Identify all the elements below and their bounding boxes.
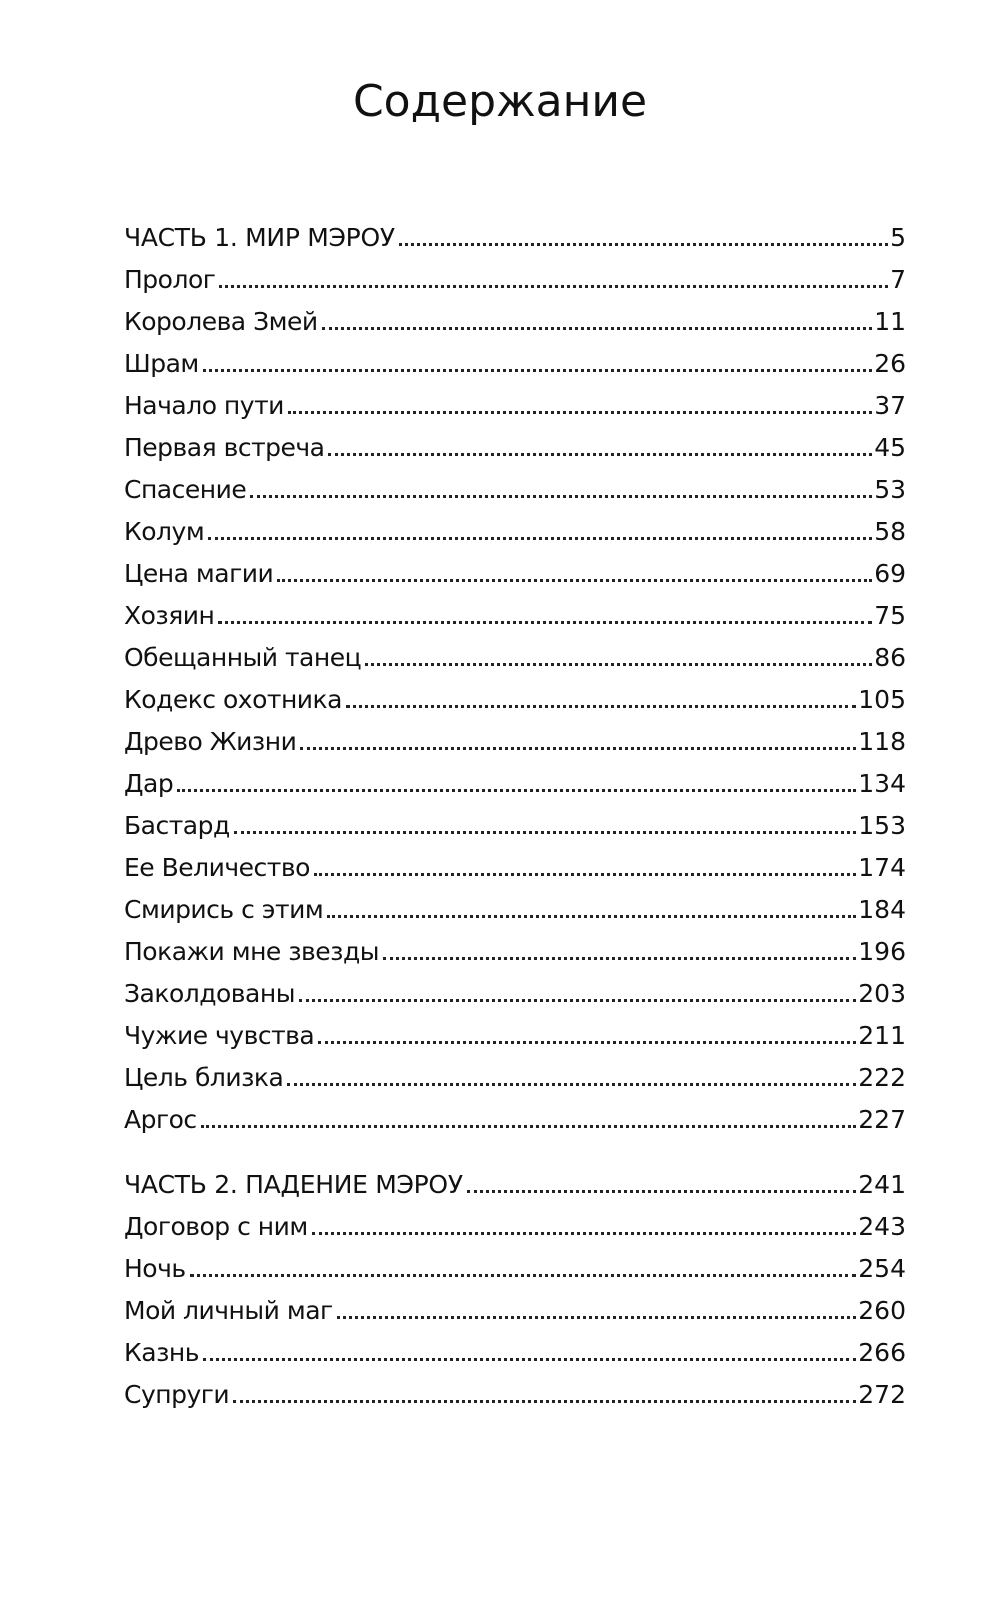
- toc-chapter-row[interactable]: [124, 595, 906, 637]
- leader-dots: [203, 369, 872, 372]
- leader-dots: [277, 579, 872, 582]
- toc-chapter-title: Супруги: [124, 1380, 230, 1409]
- toc-chapter-row[interactable]: [124, 973, 906, 1015]
- leader-dots: [365, 663, 872, 666]
- toc-page-number: 174: [858, 853, 906, 882]
- toc-page-number: 26: [874, 349, 906, 378]
- toc-chapter-title: Древо Жизни: [124, 727, 297, 756]
- toc-chapter-title: Мой личный маг: [124, 1296, 333, 1325]
- toc-chapter-row[interactable]: [124, 511, 906, 553]
- toc-part-1: [124, 217, 906, 1141]
- toc-chapter-list: [124, 259, 906, 1141]
- leader-dots: [346, 705, 856, 708]
- toc-chapter-row[interactable]: [124, 427, 906, 469]
- toc-page-number: 69: [874, 559, 906, 588]
- leader-dots: [399, 243, 888, 246]
- toc-chapter-row[interactable]: [124, 847, 906, 889]
- leader-dots: [314, 873, 856, 876]
- toc-page-number: 266: [858, 1338, 906, 1367]
- toc-page-number: 75: [874, 601, 906, 630]
- toc-page-number: 241: [858, 1170, 906, 1199]
- toc-chapter-title: Заколдованы: [124, 979, 295, 1008]
- leader-dots: [383, 957, 856, 960]
- toc-chapter-row[interactable]: [124, 1206, 906, 1248]
- toc-page-number: 211: [858, 1021, 906, 1050]
- toc-part-2: [124, 1164, 906, 1416]
- toc-chapter-title: Договор с ним: [124, 1212, 308, 1241]
- toc-chapter-row[interactable]: [124, 1374, 906, 1416]
- page-title: Содержание: [352, 76, 648, 127]
- toc-chapter-title: Первая встреча: [124, 433, 325, 462]
- toc-chapter-row[interactable]: [124, 1015, 906, 1057]
- toc-chapter-title: Аргос: [124, 1105, 197, 1134]
- toc-page-number: 260: [858, 1296, 906, 1325]
- toc-chapter-title: Бастард: [124, 811, 230, 840]
- toc-chapter-title: Цель близка: [124, 1063, 284, 1092]
- toc-page-number: 45: [874, 433, 906, 462]
- toc-chapter-title: Пролог: [124, 265, 216, 294]
- leader-dots: [218, 621, 872, 624]
- toc-page-number: 86: [874, 643, 906, 672]
- toc-chapter-list: [124, 1206, 906, 1416]
- toc-chapter-title: Казнь: [124, 1338, 199, 1367]
- leader-dots: [250, 495, 872, 498]
- toc-chapter-row[interactable]: [124, 889, 906, 931]
- toc-chapter-title: Хозяин: [124, 601, 215, 630]
- toc-page-number: 53: [874, 475, 906, 504]
- toc-chapter-row[interactable]: [124, 385, 906, 427]
- toc-page-number: 11: [874, 307, 906, 336]
- toc-page-number: 5: [890, 223, 906, 252]
- toc-chapter-row[interactable]: [124, 763, 906, 805]
- toc-chapter-row[interactable]: [124, 679, 906, 721]
- leader-dots: [287, 1083, 856, 1086]
- toc-chapter-row[interactable]: [124, 637, 906, 679]
- toc-page-number: 37: [874, 391, 906, 420]
- toc-chapter-title: Чужие чувства: [124, 1021, 315, 1050]
- toc-page-number: 227: [858, 1105, 906, 1134]
- toc-page-number: 184: [858, 895, 906, 924]
- leader-dots: [288, 411, 872, 414]
- leader-dots: [318, 1041, 856, 1044]
- toc-page-number: 243: [858, 1212, 906, 1241]
- toc-chapter-row[interactable]: [124, 721, 906, 763]
- leader-dots: [208, 537, 872, 540]
- toc-chapter-title: Ночь: [124, 1254, 186, 1283]
- toc-chapter-title: Королева Змей: [124, 307, 318, 336]
- toc-chapter-title: Кодекс охотника: [124, 685, 342, 714]
- toc-page-number: 134: [858, 769, 906, 798]
- toc-chapter-row[interactable]: [124, 931, 906, 973]
- toc-chapter-row[interactable]: [124, 259, 906, 301]
- toc-page-number: 58: [874, 517, 906, 546]
- toc-part-heading[interactable]: [124, 1164, 906, 1206]
- toc-chapter-title: Ее Величество: [124, 853, 310, 882]
- leader-dots: [233, 1400, 856, 1403]
- toc-page-number: 118: [858, 727, 906, 756]
- toc-chapter-row[interactable]: [124, 1099, 906, 1141]
- toc-page-number: 254: [858, 1254, 906, 1283]
- toc-chapter-title: Смирись с этим: [124, 895, 324, 924]
- toc-chapter-title: Начало пути: [124, 391, 284, 420]
- toc-chapter-title: Обещанный танец: [124, 643, 362, 672]
- toc-chapter-row[interactable]: [124, 343, 906, 385]
- leader-dots: [300, 747, 856, 750]
- toc-chapter-row[interactable]: [124, 805, 906, 847]
- toc-page-number: 105: [858, 685, 906, 714]
- toc-part-heading[interactable]: [124, 217, 906, 259]
- leader-dots: [322, 327, 873, 330]
- leader-dots: [467, 1190, 857, 1193]
- toc-chapter-title: Шрам: [124, 349, 199, 378]
- toc-page-number: 203: [858, 979, 906, 1008]
- leader-dots: [219, 285, 888, 288]
- toc-chapter-row[interactable]: [124, 1248, 906, 1290]
- leader-dots: [177, 789, 856, 792]
- toc-chapter-row[interactable]: [124, 301, 906, 343]
- toc-chapter-title: Дар: [124, 769, 174, 798]
- leader-dots: [203, 1358, 856, 1361]
- toc-page-number: 222: [858, 1063, 906, 1092]
- toc-chapter-title: Спасение: [124, 475, 247, 504]
- toc-part-title: ЧАСТЬ 1. МИР МЭРОУ: [124, 223, 395, 252]
- toc-chapter-row[interactable]: [124, 1332, 906, 1374]
- toc-chapter-title: Колум: [124, 517, 205, 546]
- leader-dots: [328, 453, 872, 456]
- toc-page-number: 272: [858, 1380, 906, 1409]
- toc-chapter-row[interactable]: [124, 1290, 906, 1332]
- leader-dots: [337, 1316, 857, 1319]
- leader-dots: [312, 1232, 857, 1235]
- leader-dots: [234, 831, 857, 834]
- toc-page-number: 7: [890, 265, 906, 294]
- leader-dots: [327, 915, 856, 918]
- toc-chapter-title: Цена магии: [124, 559, 274, 588]
- toc-page-number: 153: [858, 811, 906, 840]
- toc-part-title: ЧАСТЬ 2. ПАДЕНИЕ МЭРОУ: [124, 1170, 463, 1199]
- toc-page-number: 196: [858, 937, 906, 966]
- toc-chapter-row[interactable]: [124, 469, 906, 511]
- leader-dots: [201, 1125, 857, 1128]
- toc-chapter-title: Покажи мне звезды: [124, 937, 379, 966]
- leader-dots: [190, 1274, 857, 1277]
- leader-dots: [299, 999, 856, 1002]
- toc-chapter-row[interactable]: [124, 1057, 906, 1099]
- toc-chapter-row[interactable]: [124, 553, 906, 595]
